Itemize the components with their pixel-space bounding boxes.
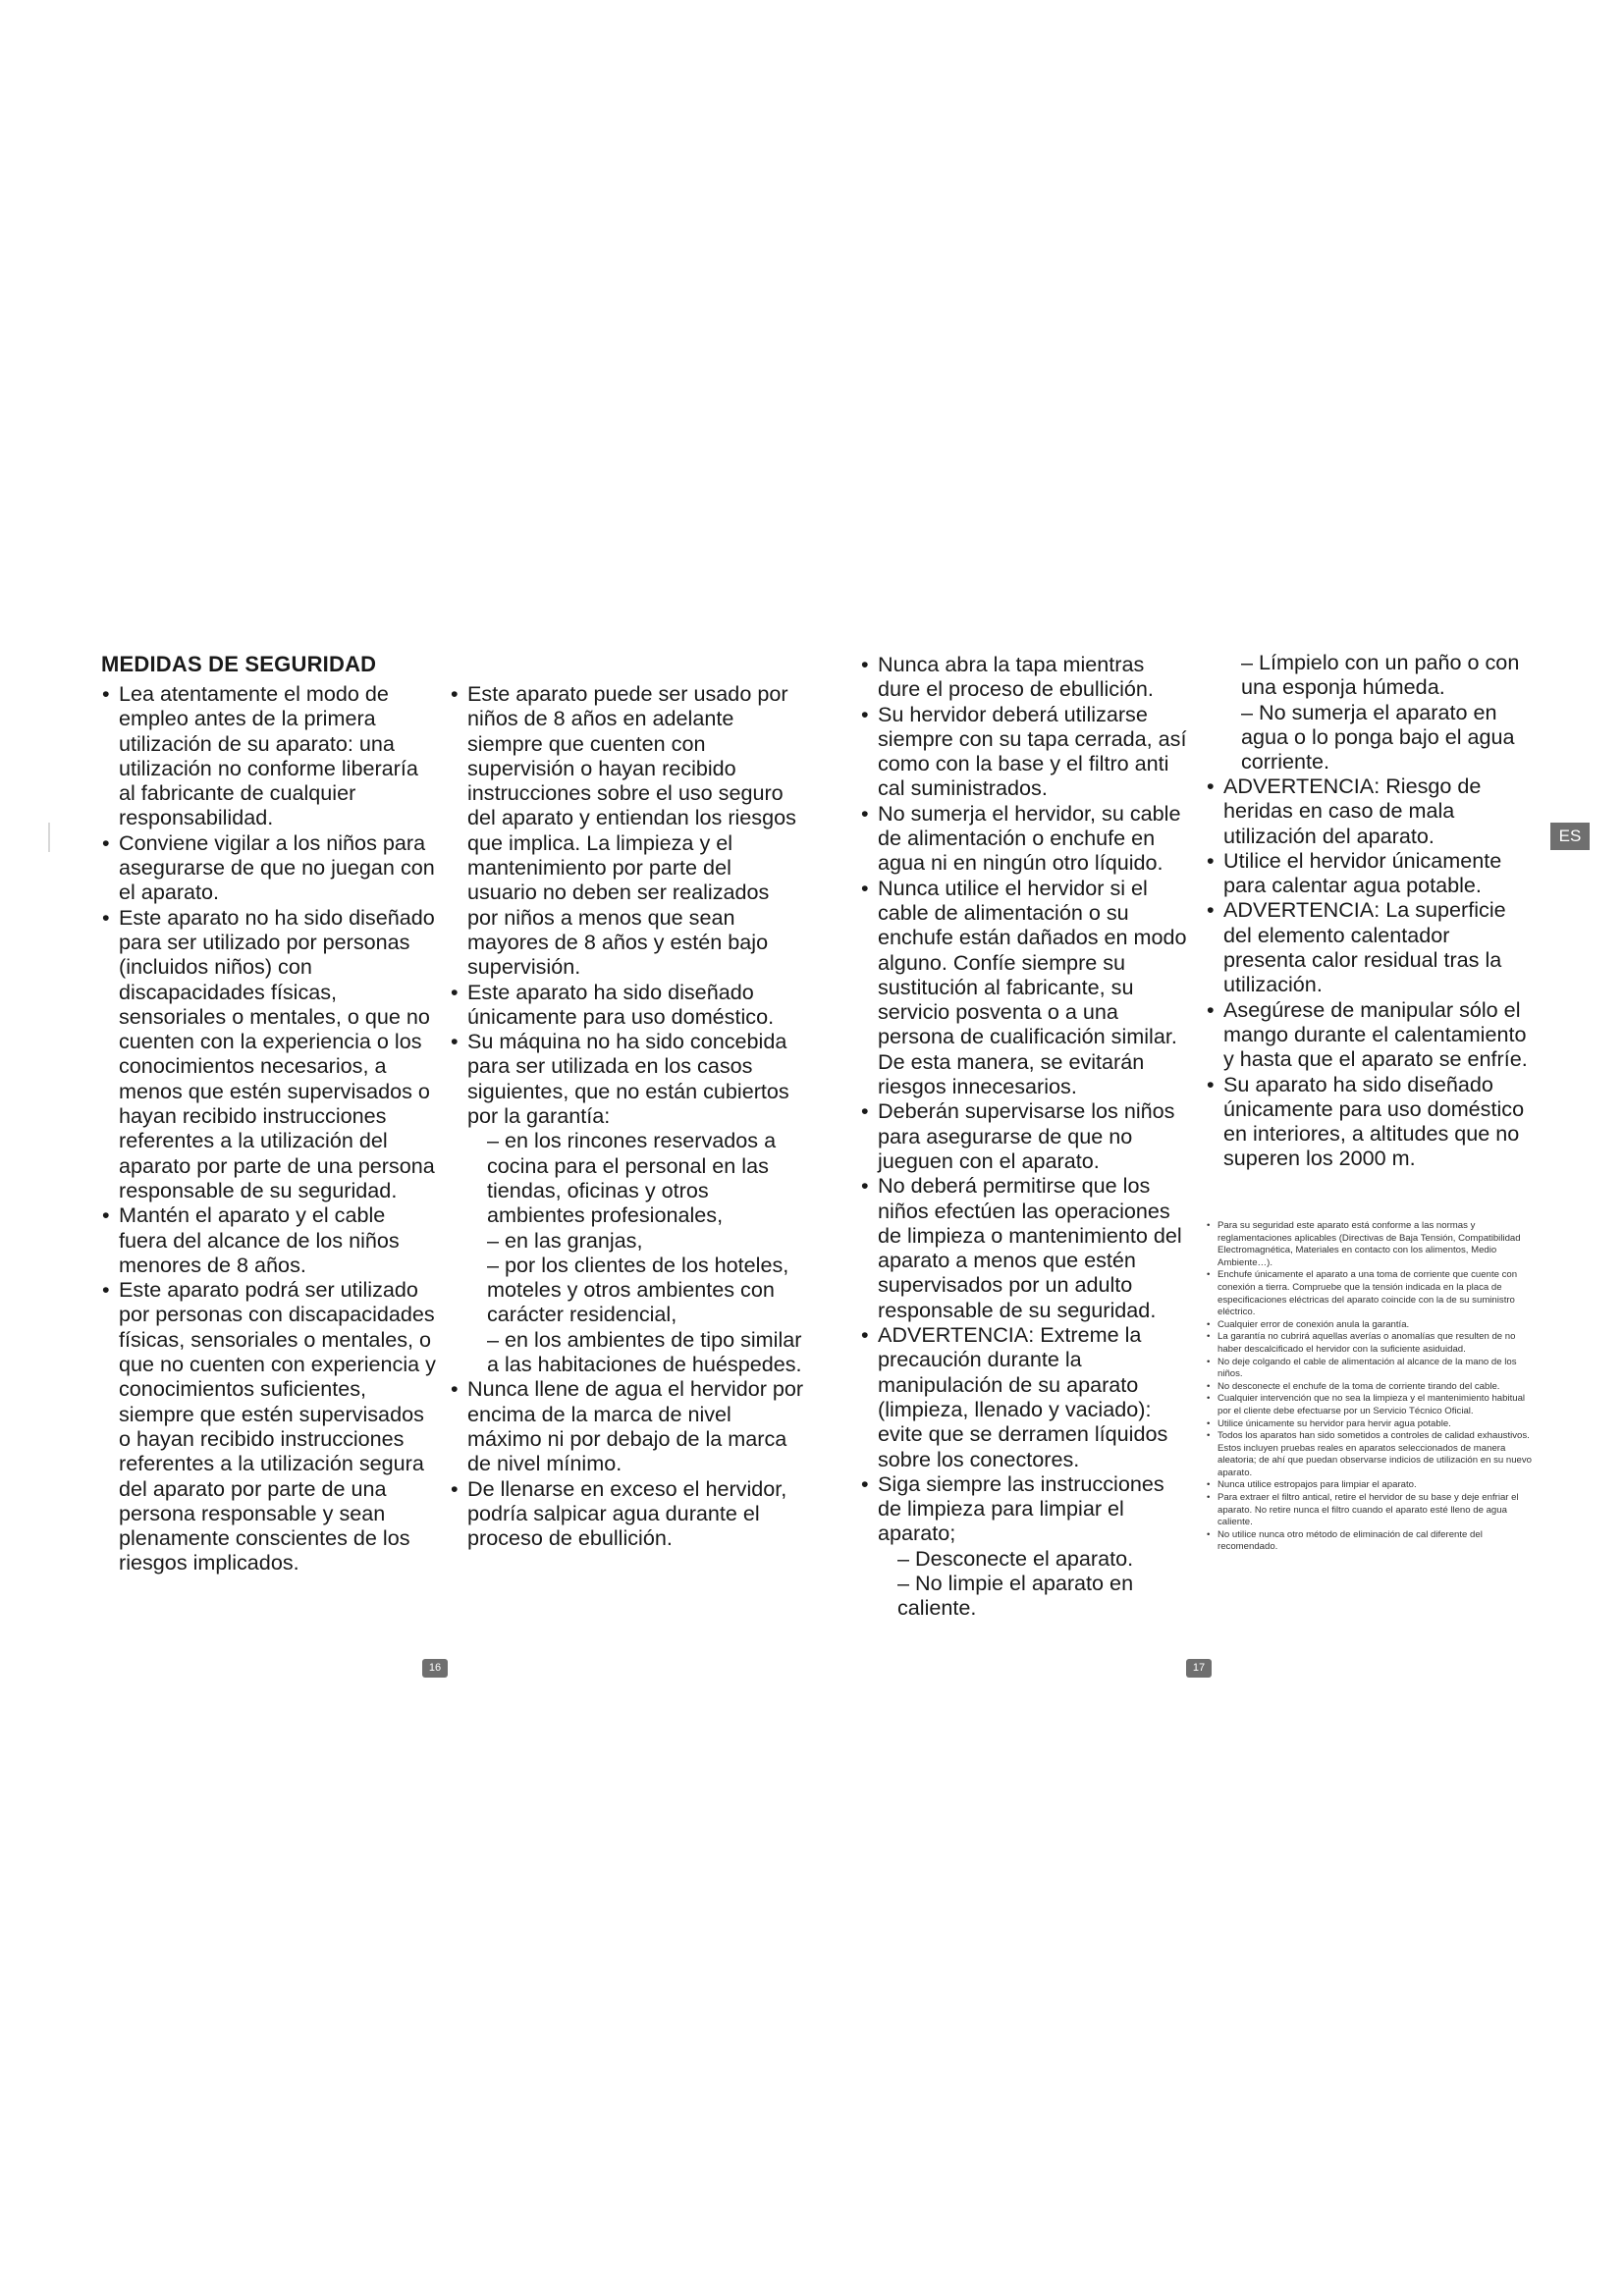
column-1: [101, 652, 437, 1575]
list-item: • No sumerja el hervidor, su cable de alimentación o enchufe en agua ni en ningún otro líquido.: [860, 801, 1190, 876]
fine-print-item: • No utilice nunca otro método de eliminación de cal diferente del recomendado.: [1206, 1529, 1540, 1554]
column-2: [450, 681, 805, 1550]
sub-item: – Desconecte el aparato.: [897, 1545, 1134, 1571]
sub-item: – por los clientes de los hoteles, moteles y otros ambientes con carácter residencial,: [487, 1252, 789, 1327]
fine-print-item: • Todos los aparatos han sido sometidos a controles de calidad exhaustivos. Estos incluyen pruebas reales en aparatos seleccionados de manera aleatoria; de ahí que puedan observarse indicios de utilización en su nuevo aparato.: [1206, 1430, 1540, 1479]
safety-list-col4: [1206, 774, 1530, 1171]
list-item: • Asegúrese de manipular sólo el mango durante el calentamiento y hasta que el aparato se enfríe.: [1206, 997, 1530, 1072]
sub-item: – No sumerja el aparato en agua o lo ponga bajo el agua corriente.: [1241, 699, 1515, 774]
list-item: [450, 1029, 805, 1376]
page-edge-mark: [48, 823, 50, 852]
fine-print-item: • Enchufe únicamente el aparato a una toma de corriente que cuente con conexión a tierra. Compruebe que la tensión indicada en la placa de especificaciones eléctricas del aparato coincide con la de su suministro eléctrico.: [1206, 1269, 1540, 1318]
list-item: • Conviene vigilar a los niños para asegurarse de que no juegan con el aparato.: [101, 830, 437, 905]
list-item: • ADVERTENCIA: Extreme la precaución durante la manipulación de su aparato (limpieza, llenado y vaciado): evite que se derramen líquidos sobre los conectores.: [860, 1322, 1190, 1471]
fine-print-item: • No deje colgando el cable de alimentación al alcance de la mano de los niños.: [1206, 1357, 1540, 1381]
list-item: • Este aparato ha sido diseñado únicamente para uso doméstico.: [450, 980, 805, 1030]
page-heading: MEDIDAS DE SEGURIDAD: [101, 652, 377, 676]
list-item-text: Su máquina no ha sido concebida para ser utilizada en los casos siguientes, que no están cubiertos por la garantía:: [467, 1029, 789, 1129]
page-number-right: 17: [1186, 1659, 1212, 1678]
list-item: • Su aparato ha sido diseñado únicamente para uso doméstico en interiores, a altitudes que no superen los 2000 m.: [1206, 1072, 1530, 1171]
fine-print-item: • Para su seguridad este aparato está conforme a las normas y reglamentaciones aplicables (Directivas de Baja Tensión, Compatibilidad Electromagnética, Materiales en contacto con los alimentos, Medio Ambiente…).: [1206, 1220, 1540, 1269]
list-item: • Nunca llene de agua el hervidor por encima de la marca de nivel máximo ni por debajo de la marca de nivel mínimo.: [450, 1376, 805, 1475]
fine-print-item: • No desconecte el enchufe de la toma de corriente tirando del cable.: [1206, 1381, 1540, 1394]
safety-list-col3: [860, 652, 1190, 1621]
fine-print-item: • Para extraer el filtro antical, retire el hervidor de su base y deje enfriar el aparato. No retire nunca el filtro cuando el aparato esté lleno de agua caliente.: [1206, 1492, 1540, 1529]
list-item: • De llenarse en exceso el hervidor, podría salpicar agua durante el proceso de ebullición.: [450, 1476, 805, 1551]
sub-item: – en los ambientes de tipo similar a las habitaciones de huéspedes.: [487, 1326, 802, 1377]
list-item: • ADVERTENCIA: La superficie del elemento calentador presenta calor residual tras la utilización.: [1206, 897, 1530, 996]
fine-print: [1206, 1220, 1540, 1554]
safety-list-col2: [450, 681, 805, 1550]
list-item: • Nunca abra la tapa mientras dure el proceso de ebullición.: [860, 652, 1190, 702]
list-item: • Este aparato podrá ser utilizado por personas con discapacidades físicas, sensoriales o mentales, o que no cuenten con experiencia y conocimientos suficientes, siempre que estén supervisados o hayan recibido instrucciones referentes a la utilización segura del aparato por parte de una persona responsable y sean plenamente conscientes de los riesgos implicados.: [101, 1277, 437, 1575]
list-item: • Este aparato puede ser usado por niños de 8 años en adelante siempre que cuenten con supervisión o hayan recibido instrucciones sobre el uso seguro del aparato y entiendan los riesgos que implica. La limpieza y el mantenimiento por parte del usuario no deben ser realizados por niños a menos que sean mayores de 8 años y estén bajo supervisión.: [450, 681, 805, 980]
list-item: • ADVERTENCIA: Riesgo de heridas en caso de mala utilización del aparato.: [1206, 774, 1530, 848]
sub-item: – en los rincones reservados a cocina para el personal en las tiendas, oficinas y otros ambientes profesionales,: [487, 1128, 777, 1228]
column-4: [1206, 774, 1530, 1171]
fine-print-item: • La garantía no cubrirá aquellas averías o anomalías que resulten de no haber descalcificado el hervidor con la suficiente asiduidad.: [1206, 1331, 1540, 1356]
fine-print-item: • Nunca utilice estropajos para limpiar el aparato.: [1206, 1479, 1540, 1492]
column-4-continued: [1241, 650, 1536, 774]
sub-item: – en las granjas,: [487, 1227, 643, 1253]
column-3: [860, 652, 1190, 1621]
fine-print-item: • Cualquier error de conexión anula la garantía.: [1206, 1319, 1540, 1332]
list-item-text: Siga siempre las instrucciones de limpieza para limpiar el aparato;: [878, 1470, 1164, 1546]
list-item: • Su hervidor deberá utilizarse siempre con su tapa cerrada, así como con la base y el filtro anti cal suministrados.: [860, 702, 1190, 801]
list-item: • Mantén el aparato y el cable fuera del alcance de los niños menores de 8 años.: [101, 1202, 437, 1277]
page-number-left: 16: [422, 1659, 448, 1678]
list-item: [860, 1471, 1190, 1621]
language-tab: ES: [1550, 823, 1590, 850]
list-item: • Utilice el hervidor únicamente para calentar agua potable.: [1206, 848, 1530, 898]
fine-print-item: • Utilice únicamente su hervidor para hervir agua potable.: [1206, 1418, 1540, 1431]
list-item: • Lea atentamente el modo de empleo antes de la primera utilización de su aparato: una utilización no conforme liberaría al fabricante de cualquier responsabilidad.: [101, 681, 437, 830]
list-item: • No deberá permitirse que los niños efectúen las operaciones de limpieza o mantenimiento del aparato a menos que estén supervisados por un adulto responsable de su seguridad.: [860, 1173, 1190, 1322]
fine-print-list: [1206, 1220, 1540, 1554]
list-item: • Nunca utilice el hervidor si el cable de alimentación o su enchufe están dañados en modo alguno. Confíe siempre su sustitución al fabricante, su servicio posventa o a una persona de cualificación similar. De esta manera, se evitarán riesgos innecesarios.: [860, 876, 1190, 1099]
safety-list-col1: [101, 681, 437, 1575]
list-item: • Este aparato no ha sido diseñado para ser utilizado por personas (incluidos niños) con discapacidades físicas, sensoriales o mentales, o que no cuenten con la experiencia o los conocimientos necesarios, a menos que estén supervisados o hayan recibido instrucciones referentes a la utilización del aparato por parte de una persona responsable de su seguridad.: [101, 905, 437, 1203]
list-item: • Deberán supervisarse los niños para asegurarse de que no jueguen con el aparato.: [860, 1098, 1190, 1173]
sub-item: – Límpielo con un paño o con una esponja húmeda.: [1241, 650, 1520, 700]
sub-item: – No limpie el aparato en caliente.: [897, 1570, 1134, 1621]
fine-print-item: • Cualquier intervención que no sea la limpieza y el mantenimiento habitual por el cliente debe efectuarse por un Servicio Técnico Oficial.: [1206, 1393, 1540, 1417]
